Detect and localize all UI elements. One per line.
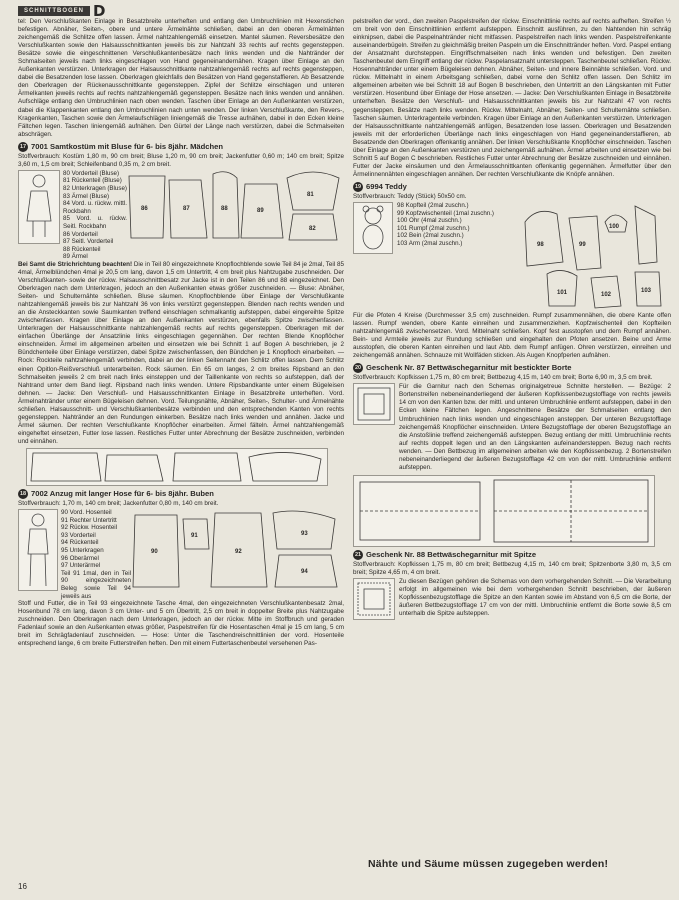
section-18-figure-row bbox=[18, 509, 344, 600]
piece-label: 99 bbox=[579, 241, 586, 248]
right-top-text: pelstreifen der vord., den zweiten Paspelstreifen der rückw. Einschnittlinie rechts auf rechts aufheften. Streifen ½ cm breit von den Einschnittlinien entfernt aufsteppen. Einschnitt ausführen, zu den Nahtenden hin schräg einknipsen, dabei die Paspelnahtränder nicht mitfassen. Paspelstreifen nach links wenden. Paspelstreifenkante auseinanderbügeln. Streifen zu gleichmäßig breiten Paspeln um die Einschnittränder heften. Vord. Paspel entlang der Ansatznaht durchsteppen. Eingriffschmalseiten nach links wenden und befestigen. Den zweiten Taschenbeutel dem Eingriff entlang der rückw. Paspelansatznaht untersteppen. Taschenbeutel schließen. Rückw. Hosennahtränder unter einem Bügeleisen dehnen. Abnäher, Seiten- und innere Beinnähte schließen. Vord. und rückw. Mittelnaht in einem Arbeitsgang schließen, dabei vorne den Schlitz offen lassen. Den Schlitz im allgemeinen arbeiten wie bei Schnitt 18 auf Bogen B beschrieben, den Untertritt an den Längskanten mit Futter verstürzen. Hosenbund über Einlage der Hose ansetzen. — Jacke: Den Verschlußkanten Einlage in Besatzbreite unterheften. Besätze den Verschluß- und Halsausschnittkanten jeweils bis zur Nahtzahl 47 von rechts gegensteppen. Besätze nach links wenden. Rückw. Mittelnaht, Abnäher, Seiten- und Schulternähte schließen. Taschen säumen. Unterkragenteile verbinden. Kragen über Einlage an den Außenkanten verstürzen. Unterkragen der Halsausschnittkante nahtzahlengemäß anfügen, Besatzenden lose lassen. Oberkragen und Besatzenden jeweils mit der erforderlichen Überlänge nach links eingeschlagen von Hand gegeneinanderstaffieren, ab Besatzende den Oberkragen offenkantig annähen. Der linken Verschlußkante Knopflöcher einschneiden. Taschen über Einlage an den Außenkanten verstürzen und zeichengemäß aufnähen. Ärmel arbeiten und einsetzen wie bei Schnitt 5 auf Bogen C beschrieben. Restliches Futter unter Abrechnung der Besätze zuschneiden und einnähen. Futter der Jacke einsäumen und den Ärmelausschnittkanten offenkantig gegennähen. Ärmelfutter über den Ärmelinnennähten eingeschlagen annähen. Der rechten Verschlußkante die Knöpfe annähen. bbox=[353, 18, 671, 178]
section-21-heading: Geschenk Nr. 88 Bettwäschegarnitur mit Spitze bbox=[366, 549, 537, 559]
section-18-materials: Stoffverbrauch: 1,70 m, 140 cm breit; Jackenfutter 0,80 m, 140 cm breit. bbox=[18, 500, 219, 507]
section-20-body: Für die Garnitur nach den Schemas originalgetreue Schnitte herstellen. — Bezüge: 2 Bortenstreifen nebeneinanderliegend der äußeren Kopfkissenbezugstofflage von rechts jeweils 14 cm von den Kanten bzw. der mittl. und unteren Umbruchlinie entfernt aufsteppen, dabei in den Ecken kleine Fältchen legen. Angeschnittene Besätze der Schmalseiten entlang den Umbruchlinien nach links wenden und eingeschlagen ansteppen. Der unteren Bezugstofflage zeichengemäß Knopflöcher einschneiden. Untere Bezugstofflage der oberen Bezugstofflage an die Anstoßlinie treffend zeichengemäß aufsteppen. Bezug entlang der mittl. Umbruchlinie rechts auf rechts doppelt legen und an den Längskanten aufeinandersteppen. Bezug nach rechts wenden. — Den Bettbezug im allgemeinen arbeiten wie den Kopfkissenbezug. 2 Bortenstreifen nebeneinanderliegend der äußeren Bezugstofflage 42 cm von der mittl. Umbruchlinie entfernt aufsteppen. bbox=[399, 383, 671, 471]
section-17-heading: 7001 Samtkostüm mit Bluse für 6- bis 8jähr. Mädchen bbox=[31, 141, 224, 151]
piece-label: 94 bbox=[301, 569, 308, 576]
piece-item: Teil 91 1mal, den in Teil 90 eingezeichneten Beleg sowie Teil 94 jeweils aus bbox=[61, 569, 131, 600]
piece-label: 87 bbox=[183, 205, 190, 212]
piece-item: 87 Seitl. Vorderteil bbox=[63, 238, 114, 246]
section-17-piece-list bbox=[63, 170, 127, 261]
piece-item: 96 Oberärmel bbox=[61, 554, 99, 562]
piece-label: 90 bbox=[151, 549, 158, 556]
section-19-piece-list bbox=[397, 202, 517, 312]
piece-label: 86 bbox=[141, 205, 148, 212]
piece-item: 92 Rückw. Hosenteil bbox=[61, 524, 118, 532]
page-header bbox=[18, 3, 105, 19]
piece-item: 100 Ohr (4mal zuschn.) bbox=[397, 217, 462, 225]
section-19-figure-row bbox=[353, 202, 671, 312]
piece-label: 81 bbox=[307, 191, 314, 198]
piece-item: 88 Rückenteil bbox=[63, 245, 101, 253]
seam-allowance-note: Nähte und Säume müssen zugegeben werden! bbox=[368, 858, 609, 870]
section-20-materials: Stoffverbrauch: Kopfkissen 1,75 m, 80 cm breit; Bettbezug 4,15 m, 140 cm breit; Borte 6,90 m, 3,5 cm breit. bbox=[353, 374, 653, 382]
lace-pillow-illustration bbox=[353, 578, 395, 620]
piece-item: 101 Rumpf (2mal zuschn.) bbox=[397, 224, 470, 232]
girl-pattern-diagram bbox=[127, 170, 342, 244]
piece-item: 103 Arm (2mal zuschn.) bbox=[397, 239, 463, 247]
section-number-18: 18 bbox=[19, 491, 27, 497]
section-21-body: Zu diesen Bezügen gehören die Schemas von dem vorhergehenden Schnitt. — Die Verarbeitung erfolgt im allgemeinen wie bei dem vorhergehenden Schnitt beschrieben, der äußeren Kopfkissenbezugstofflage die Spitze an den Kanten sowie im Abstand von 6,5 cm die Borte, der äußeren Bettbezugstofflage 17 cm von der mittl. Umbruchlinie entfernt die Borte sowie 8,5 cm unterhalb die Spitze aufsteppen. bbox=[399, 577, 671, 618]
piece-item: 102 Bein (2mal zuschn.) bbox=[397, 232, 464, 240]
piece-item: 81 Rückenteil (Bluse) bbox=[63, 177, 122, 185]
piece-label: 98 bbox=[537, 241, 544, 248]
header-label: SCHNITTBOGEN bbox=[18, 6, 90, 16]
teddy-pattern-diagram bbox=[517, 202, 667, 312]
section-17-body-text: Die in Teil 80 eingezeichnete Knopflochblende sowie Teil 84 je 2mal, Teil 85 4mal, Ärmelblündchen 4mal je 20,5 cm lang, davon 1,5 cm Untertritt, 4 cm breit plus Nahtzugabe zuschneiden. Der Verschlußkanten- sowie der rückw. Halsausschnittbesatz zur Jacke ist in den Teilen 86 und 88 eingezeichnet. Den Oberkragen nach dem Unterkragen, jedoch an den Außenkanten etwas größer zuschneiden. — Bluse: Abnäher, Seiten- und Schulternähte schließen. Bluse säumen. Knopflochblende über Einlage der Verschlußkante nahtzahlengemäß jeweils bis zur Nahtzahl 36 von links verstürzt gegensteppen. Blenden nach rechts wenden und an die Ansteckkanten sowie Saumkanten treffend einschlagen schmalkantig aufsteppen, dabei eingereihte Spitze zwischenfassen. Kragen über Einlage an den Außenkanten verstürzen, ebenfalls Spitze zwischenfassen. Unterkragen der Halsausschnittkante nahtzahlengemäß rechts auf rechts gegensteppen. Oberkragen mit der einfachen Überlänge der Ansatzlinie links eingeschlagen gegennähen. Der rechten Blende Knopflöcher einschneiden. Ärmel im allgemeinen arbeiten und einsetzen wie bei Schnitt 1 auf Bogen A beschrieben, je 2 Bündchenteile über Einlage verstürzen, dabei Spitze zwischenfassen, den Bündchen je 1 Knopfloch einarbeiten. — Rock: Rockteile nahtzahlengemäß verbinden, dabei an der linken Seitennaht den Schlitz offen lassen. Dem Schlitz einen Opitlon-Reißverschluß unterarbeiten. Rock säumen. Ein 65 cm langes, 2 cm breites Ripsband an den Schmalseiten jeweils 2 cm breit nach links einsteppen und der Taillenkante von rechts so aufsteppen, daß der Nahtrand unter dem Band liegt. Ripsband nach links wenden. Untere Ripsbandkante unter einem Bügeleisen dehnen. — Jacke: Den Verschluß- und Halsausschnittkanten Einlage in Besatzbreite unterheften. Vord. Ärmelnahtränder unter einem Bügeleisen dehnen. Vord. Teilungsnähte, Abnäher, Seiten-, Schulter- und Ärmelnähte schließen. Halsausschnitt- und Verschlußkantenbesätze verbinden und den entsprechenden Kanten von rechts gegensteppen. Nahtränder an den Rundungen einkerben. Besätze nach links wenden und annähen. Jacke und Ärmel säumen. Der rechten Verschlußkante Knopflöcher einarbeiten. Ärmel fälteln. Ärmel nahtzahlengemäß eingeheftet einsetzen, Futter lose lassen. Restliches Futter unter Abrechnung der Besätze zuschneiden, verbinden und einnähen. bbox=[18, 260, 344, 445]
boy-pattern-diagram bbox=[131, 509, 341, 591]
piece-item: 91 Rechter Untertritt bbox=[61, 516, 117, 524]
section-19-title bbox=[353, 182, 671, 192]
piece-item: 85 Vord. u. rückw. Seitl. Rockbahn bbox=[63, 215, 127, 230]
section-19-heading: 6994 Teddy bbox=[366, 181, 407, 191]
section-18-heading: 7002 Anzug mit langer Hose für 6- bis 8jähr. Buben bbox=[31, 488, 214, 498]
piece-item: 97 Unterärmel bbox=[61, 562, 101, 570]
teddy-sketch bbox=[354, 203, 392, 253]
section-20-heading: Geschenk Nr. 87 Bettwäschegarnitur mit bestickter Borte bbox=[366, 363, 572, 373]
piece-label: 100 bbox=[609, 223, 620, 230]
section-17-figure-row bbox=[18, 170, 344, 261]
section-18-piece-list bbox=[61, 509, 131, 600]
section-21-materials: Stoffverbrauch: Kopfkissen 1,75 m, 80 cm breit; Bettbezug 4,15 m, 140 cm breit; Spitzenborte 3,80 m, 3,5 cm breit; Spitze 4,65 m, 4 cm breit. bbox=[353, 560, 671, 576]
pillow-sketch bbox=[354, 384, 394, 424]
piece-label: 91 bbox=[191, 533, 198, 540]
section-20-title bbox=[353, 363, 671, 373]
piece-item: 93 Vorderteil bbox=[61, 531, 96, 539]
piece-label: 101 bbox=[557, 289, 568, 296]
girl-pattern-pieces bbox=[127, 170, 342, 261]
girl-skirt-pattern-illustration bbox=[26, 448, 328, 486]
section-number-21: 21 bbox=[354, 551, 362, 558]
section-19-body: Für die Pfoten 4 Kreise (Durchmesser 3,5 cm) zuschneiden. Rumpf zusammennähen, die obere Kante offen lassen. Rumpf wenden, obere Kante einreihen und zusammenziehen. Kopfzwischenteil den Kopfteilen nahtzahlengemäß zwischensetzen. Vord. Mittelnaht schließen. Kopf fest ausstopfen und dem Rumpf annähen. Bein- und Armteile jeweils zur Rundung schließen und eingehalten den Pfoten ansetzen. Beine und Arme ausstopfen, die oberen Kanten einreihen und laut Abb. dem Rumpf anfügen. Ohren verstürzen, einreihen und zeichengemäß annähen. Schnauze mit Wollfäden sticken. Als Augen Knopfperlen aufnähen. bbox=[353, 311, 671, 360]
header-letter: D bbox=[93, 2, 106, 20]
left-column bbox=[18, 18, 344, 650]
lace-pillow-sketch bbox=[354, 579, 394, 619]
boy-pattern-pieces bbox=[131, 509, 341, 600]
piece-item: 89 Ärmel bbox=[63, 253, 88, 261]
section-number-20: 20 bbox=[354, 365, 362, 372]
teddy-illustration bbox=[353, 202, 393, 254]
boy-silhouette bbox=[19, 510, 57, 590]
right-column bbox=[353, 18, 671, 620]
piece-label: 92 bbox=[235, 549, 242, 556]
piece-label: 103 bbox=[641, 287, 652, 294]
section-17-materials: Stoffverbrauch: Kostüm 1,80 m, 90 cm breit; Bluse 1,20 m, 90 cm breit; Jackenfutter 0,60 m; 140 cm breit; Spitze 3,60 m, 1,5 cm breit; Schleifenband 0,35 m, 2 cm breit. bbox=[18, 152, 344, 168]
pillow-illustration bbox=[353, 383, 395, 425]
teddy-pattern-pieces bbox=[517, 202, 667, 312]
section-17-title bbox=[18, 142, 344, 152]
section-17-body bbox=[18, 261, 344, 446]
piece-item: 84 Vord. u. rückw. mittl. Rockbahn bbox=[63, 200, 127, 215]
piece-item: 86 Vorderteil bbox=[63, 230, 98, 238]
piece-item: 95 Unterkragen bbox=[61, 547, 104, 555]
piece-item: 83 Ärmel (Bluse) bbox=[63, 192, 110, 200]
piece-label: 102 bbox=[601, 291, 612, 298]
bedding-schema-svg bbox=[354, 476, 654, 546]
section-18-title bbox=[18, 489, 344, 499]
piece-item: 98 Kopfteil (2mal zuschn.) bbox=[397, 201, 469, 209]
section-18-body: Stoff und Futter, die in Teil 93 eingezeichnete Tasche 4mal, den eingezeichneten Verschlußkantenbesatz 2mal, Hosenbund 78 cm lang, davon 3 cm Unter- und 5 cm Übertritt, 2,5 cm breit in doppelter Breite plus Nahtzugabe zuschneiden. Den Oberkragen nach dem Unterkragen, jedoch an der rückw. Mitte im Stoffbruch und geraden Fadenlauf sowie an den Außenkanten etwas größer, Paspelstreifen für die Hosentaschen 4mal je 15 cm lang, 5 cm breit im Schrägfadenlauf zuschneiden. — Hose: Unter die Taschendreischnittlinien der vord. Hosenteile entsprechend lange, 6 cm breite Futterstreifen heften. Den mit einem Futtertaschenbeutel versehenen Pas- bbox=[18, 600, 344, 648]
girl-silhouette bbox=[19, 171, 59, 243]
section-17-body-heading: Bei Samt die Strichrichtung beachten! bbox=[18, 260, 133, 268]
section-20-row bbox=[353, 383, 671, 472]
skirt-pattern-diagram bbox=[27, 449, 327, 485]
piece-label: 82 bbox=[309, 225, 316, 232]
section-21-title bbox=[353, 550, 671, 560]
intro-text: tel: Den Verschlußkanten Einlage in Besatzbreite unterheften und entlang den Umbruchlinien mit Hexenstichen befestigen. Abnäher, Seiten-, obere und untere Ärmelnähte schließen, dabei an den oberen Ärmelnähten zeichengemäß die Schlitze offen lassen. Ärmel nahtzahlengemäß einsetzen. Mantel säumen. Reversbesätze den Verschlußkanten sowie den Halsausschnittkanten jeweils bis zur Nahtzahl 33 rechts auf rechts gegensteppen. Besätze sowie die eingeschnittenen Verschlußkantenbesätze nach links wenden und die Nahtränder der Schmalseiten jeweils nach links eingeschlagen von Hand gegeneinandernähen. Kragen über Einlage an den Außenkanten verstürzen. Unterkragen der Halsausschnittkante nahtzahlengemäß rechts auf rechts gegensteppen, dabei die Besatzenden lose lassen. Oberkragen gleichfalls den Besätzen von Hand gegenstaffieren. Ab Besatzende den Oberkragen der Rückenausschnittkante gegensteppen. Zipfel der Schlitze einschlagen und unteren Ärmelkanten jeweils rechts auf rechts nahtzahlengemäß gegensteppen. Besätze nach links wenden und annähen. Aufschläge entlang den Umbruchlinien nach oben wenden. Taschen über Einlage an den Außenkanten verstürzen, dabei die Klappenkanten entlang den Umbruchlinien nach unten wenden. Der linken Verschlußkante, den Revers-, Kragenkanten, Taschen sowie den Ärmelaufschlägen liniengemäß die Tresse aufnähen, dabei in den Ecken kleine Fältchen legen. Taschen liniengemäß aufnähen. Den Gürtel der Länge nach verstürzen, dabei die Schmalseiten abschrägen. bbox=[18, 18, 344, 138]
piece-item: 94 Rückenteil bbox=[61, 539, 99, 547]
piece-label: 93 bbox=[301, 531, 308, 538]
section-number-19: 19 bbox=[354, 183, 362, 190]
piece-item: 80 Vorderteil (Bluse) bbox=[63, 169, 120, 177]
page-number: 16 bbox=[18, 882, 27, 891]
boy-figure-illustration bbox=[18, 509, 58, 591]
piece-item: 99 Kopfzwischenteil (1mal zuschn.) bbox=[397, 209, 494, 217]
piece-label: 88 bbox=[221, 205, 228, 212]
section-19-materials: Stoffverbrauch: Teddy (Stück) 50x50 cm. bbox=[353, 192, 467, 200]
bedding-schema-diagram bbox=[353, 475, 655, 547]
section-number-17: 17 bbox=[19, 143, 27, 150]
girl-figure-illustration bbox=[18, 170, 60, 244]
piece-item: 82 Unterkragen (Bluse) bbox=[63, 184, 127, 192]
piece-item: 90 Vord. Hosenteil bbox=[61, 509, 112, 517]
piece-label: 89 bbox=[257, 207, 264, 214]
section-21-row bbox=[353, 578, 671, 620]
